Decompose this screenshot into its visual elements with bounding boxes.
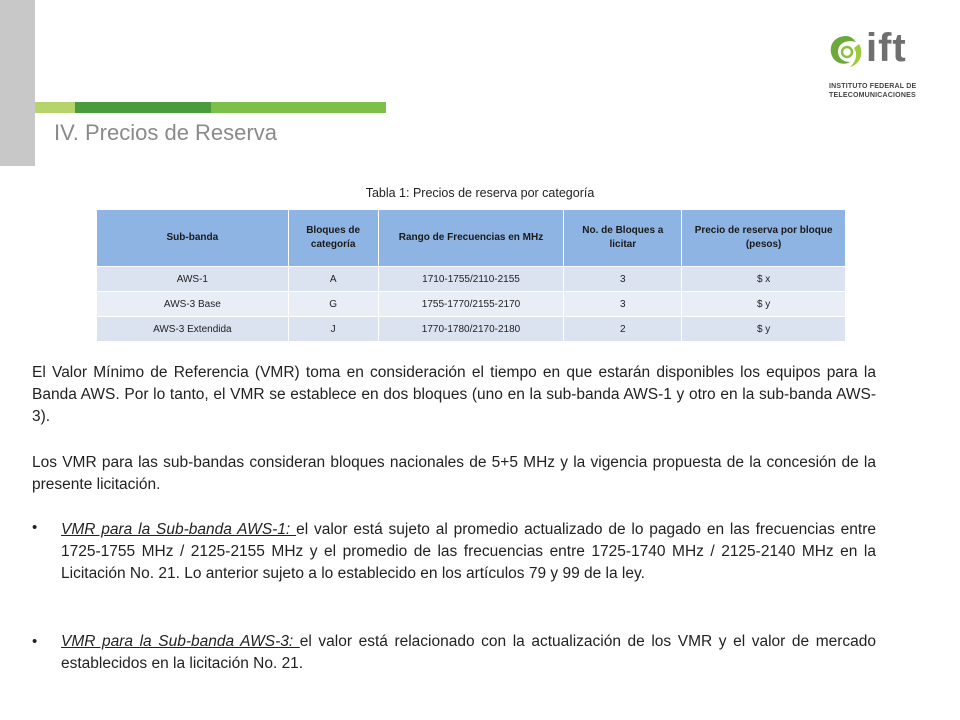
bullet-aws1-text: el valor está sujeto al promedio actualizado de lo pagado en las frecuencias entre 1725-1755 MHz / 2125-2155 MHz y el promedio de las frecuencias entre 1725-1740 MHz / 2125-2140 MHz en la Licitación No. 21. Lo anterior sujeto a lo establecido en los artículos 79 y 99 de la ley. — [61, 521, 876, 582]
logo-subtitle-line1: INSTITUTO FEDERAL DE — [829, 83, 917, 90]
cell-precio: $ y — [682, 317, 846, 342]
table-header-row — [97, 210, 846, 267]
bullet-aws1-lead: VMR para la Sub-banda AWS-1: — [61, 521, 297, 538]
col-header-bloques: Bloques de categoría — [288, 210, 378, 267]
reserve-price-table — [96, 209, 846, 342]
bullet-aws1 — [61, 519, 876, 585]
cell-no-bloques: 2 — [564, 317, 682, 342]
cell-precio: $ y — [682, 292, 846, 317]
logo-wordmark: ift — [866, 26, 907, 70]
cell-bloque: J — [288, 317, 378, 342]
col-header-precio: Precio de reserva por bloque (pesos) — [682, 210, 846, 267]
cell-bloque: G — [288, 292, 378, 317]
side-accent-bar — [0, 0, 35, 166]
col-header-sub-banda: Sub-banda — [97, 210, 289, 267]
table-row — [97, 317, 846, 342]
col-header-no-bloques: No. de Bloques a licitar — [564, 210, 682, 267]
bullet-aws3 — [61, 631, 876, 675]
page-title: IV. Precios de Reserva — [54, 120, 277, 145]
cell-precio: $ x — [682, 267, 846, 292]
cell-sub-banda: AWS-3 Base — [97, 292, 289, 317]
cell-no-bloques: 3 — [564, 292, 682, 317]
cell-no-bloques: 3 — [564, 267, 682, 292]
cell-rango: 1755-1770/2155-2170 — [378, 292, 564, 317]
cell-rango: 1770-1780/2170-2180 — [378, 317, 564, 342]
paragraph-vmr-blocks: Los VMR para las sub-bandas consideran bloques nacionales de 5+5 MHz y la vigencia propuesta de la concesión de la presente licitación. — [32, 454, 876, 493]
table-caption: Tabla 1: Precios de reserva por categoría — [365, 186, 595, 200]
col-header-rango: Rango de Frecuencias en MHz — [378, 210, 564, 267]
paragraph-vmr-intro: El Valor Mínimo de Referencia (VMR) toma en consideración el tiempo en que estarán disponibles los equipos para la Banda AWS. Por lo tanto, el VMR se establece en dos bloques (uno en la sub-banda AWS-1 y otro en la sub-banda AWS-3). — [32, 364, 876, 425]
bullet-marker: • — [32, 633, 38, 650]
bullet-aws3-lead: VMR para la Sub-banda AWS-3: — [61, 633, 300, 650]
logo-subtitle — [829, 82, 916, 100]
logo-subtitle-line2: TELECOMUNICACIONES — [829, 92, 916, 99]
bullet-marker: • — [32, 519, 38, 536]
cell-sub-banda: AWS-1 — [97, 267, 289, 292]
table-row — [97, 292, 846, 317]
leaf-swirl-icon — [826, 32, 866, 72]
header-stripe-mid — [211, 102, 386, 113]
cell-sub-banda: AWS-3 Extendida — [97, 317, 289, 342]
header-stripe-light — [35, 102, 75, 113]
table-row — [97, 267, 846, 292]
bullet-aws3-text: el valor está relacionado con la actualización de los VMR y el valor de mercado establecidos en la licitación No. 21. — [61, 633, 876, 672]
ift-logo — [826, 26, 936, 104]
cell-bloque: A — [288, 267, 378, 292]
header-stripe-dark — [75, 102, 211, 113]
cell-rango: 1710-1755/2110-2155 — [378, 267, 564, 292]
